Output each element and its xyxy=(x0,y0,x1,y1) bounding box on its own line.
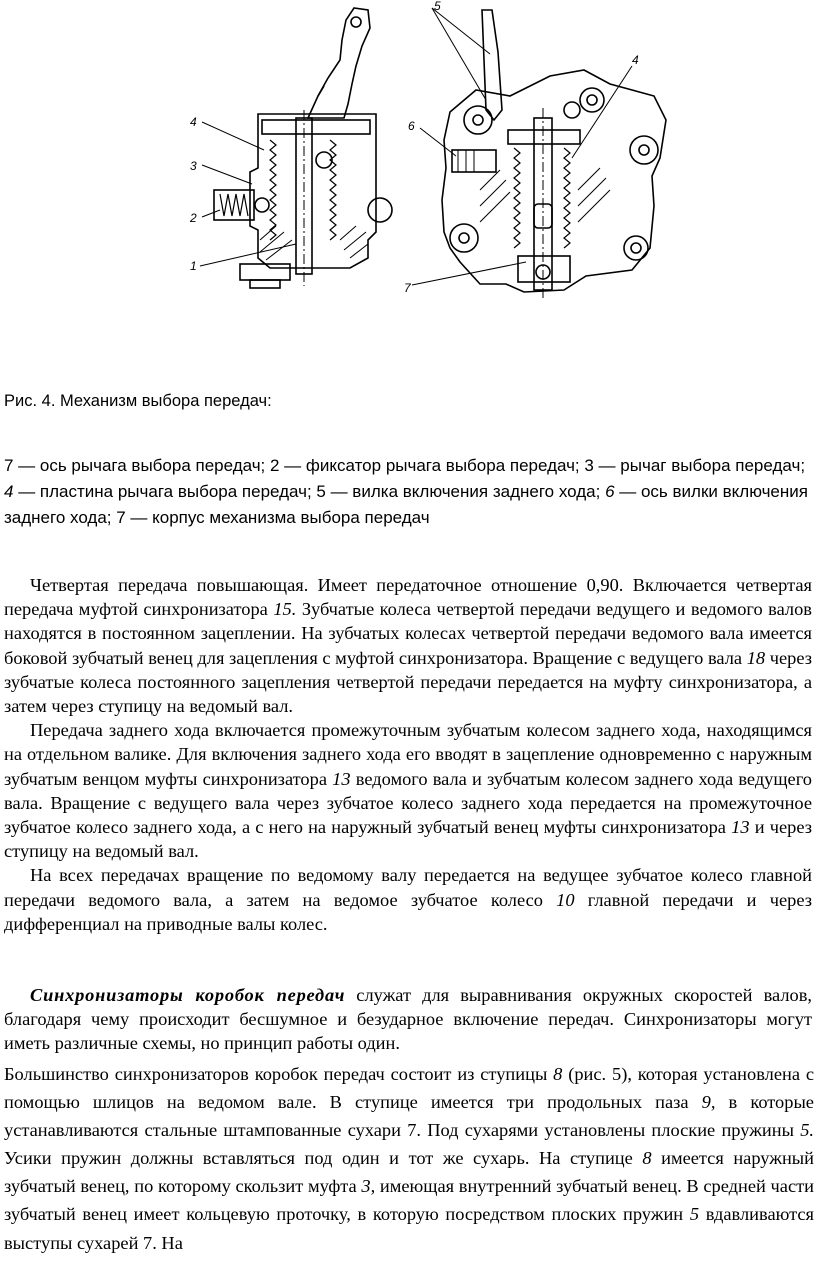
synchronizers-block xyxy=(4,983,812,1056)
figure-caption: Рис. 4. Механизм выбора передач: xyxy=(4,392,272,410)
p5-num-4: 8 xyxy=(642,1148,652,1169)
figure-legend xyxy=(4,453,810,531)
callout-1: 1 xyxy=(190,259,197,273)
right-view xyxy=(412,8,666,298)
p1-text-a: Четвертая передача повышающая. Имеет передаточное отношение 0,90. Включается четвертая передача муфтой синхронизатора xyxy=(4,575,812,620)
callout-5: 5 xyxy=(434,0,441,13)
mechanism-drawing xyxy=(180,0,816,300)
p5-text-d: Усики пружин должны вставляться под один и тот же сухарь. На ступице xyxy=(4,1148,633,1169)
p1-num-2: 18 xyxy=(746,647,766,668)
body-text-block xyxy=(4,573,812,936)
p1-num-1: 15. xyxy=(273,599,297,620)
paragraph-fourth-gear xyxy=(4,573,812,718)
p5-text-c: в которые устанавливаются стальные штампованные сухари 7. Под сухарями установлены плоские пружины xyxy=(4,1092,814,1141)
gear-selector-mechanism-figure xyxy=(180,0,816,300)
p3-text-a: На всех передачах вращение по ведомому валу передается на ведущее зубчатое колесо главной передачи ведомого вала, а затем на ведомое зубчатое колесо xyxy=(4,865,812,910)
p5-text-a: Большинство синхронизаторов коробок передач состоит из ступицы xyxy=(4,1064,548,1084)
p3-text-b: главной передачи и через дифференциал на приводные валы колес. xyxy=(4,889,812,934)
legend-part-3: — ось вилки включения заднего хода; 7 — корпус механизма выбора передач xyxy=(4,482,808,527)
p4-text-a: служат для выравнивания окружных скоростей валов, благодаря чему происходит бесшумное и безударное включение передач. Синхронизаторы могут иметь различные схемы, но принцип работы один. xyxy=(4,985,813,1054)
p5-num-5: 3, xyxy=(361,1176,376,1197)
p5-text-g: вдавливаются выступы сухарей 7. На xyxy=(4,1204,814,1253)
p5-num-6: 5 xyxy=(689,1204,700,1225)
paragraph-all-gears xyxy=(4,863,812,936)
p5-text-e: имеется наружный зубчатый венец, по которому скользит муфта xyxy=(4,1148,814,1197)
p5-text-f: имеющая внутренний зубчатый венец. В средней части зубчатый венец имеет кольцевую проточку, в которую посредством плоских пружин xyxy=(4,1176,814,1225)
p2-num-1: 13 xyxy=(332,768,351,789)
p2-text-a: Передача заднего хода включается промежуточным зубчатым колесом заднего хода, находящимся на отдельном валике. Для включения заднего хода его вводят в зацепление одновременно с наружным зубчатым венцом муфты синхронизатора xyxy=(4,720,812,789)
legend-part-2: — пластина рычага выбора передач; 5 — вилка включения заднего хода; xyxy=(13,482,601,501)
legend-part-1: 7 — ось рычага выбора передач; 2 — фиксатор рычага выбора передач; 3 — рычаг выбора передач; xyxy=(4,456,806,475)
legend-num-4: 4 xyxy=(4,482,14,501)
callout-7: 7 xyxy=(404,281,411,295)
p5-num-1: 8 xyxy=(553,1064,563,1084)
paragraph-synchronizers xyxy=(4,983,812,1056)
callout-4-right: 4 xyxy=(632,53,639,67)
paragraph-reverse-gear xyxy=(4,718,812,863)
callout-3: 3 xyxy=(190,159,197,173)
p2-text-b: ведомого вала и зубчатым колесом заднего хода ведущего вала. Вращение с ведущего вала через зубчатое колесо заднего хода передается на промежуточное зубчатое колесо заднего хода, а с него на наружный зубчатый венец муфты синхронизатора xyxy=(4,768,812,838)
legend-num-6: 6 xyxy=(605,482,615,501)
p5-text-b: (рис. 5), которая установлена с помощью шлицов на ведомом вале. В ступице имеется три продольных паза xyxy=(4,1064,814,1113)
paragraph-synchronizer-structure xyxy=(4,1060,814,1257)
callout-2: 2 xyxy=(190,211,197,225)
p1-text-c: через зубчатые колеса постоянного зацепления четвертой передачи передается на муфту синхронизатора, а затем через ступицу на ведомый вал. xyxy=(4,647,812,717)
p1-text-b: Зубчатые колеса четвертой передачи ведущего и ведомого валов находятся в постоянном зацеплении. На зубчатых колесах четвертой передачи ведомого вала имеется боковой зубчатый венец для зацепления с муфтой синхронизатора. Вращение с ведущего вала xyxy=(4,599,812,668)
p5-num-3: 5. xyxy=(800,1120,814,1141)
p3-num-1: 10 xyxy=(556,889,575,910)
p2-num-2: 13 xyxy=(731,817,750,838)
p5-num-2: 9, xyxy=(701,1092,716,1113)
p4-term: Синхронизаторы коробок передач xyxy=(30,985,346,1005)
p2-text-c: и через ступицу на ведомый вал. xyxy=(4,817,812,862)
callout-6: 6 xyxy=(408,119,415,133)
callout-4-left: 4 xyxy=(190,115,197,129)
left-view xyxy=(200,8,392,288)
